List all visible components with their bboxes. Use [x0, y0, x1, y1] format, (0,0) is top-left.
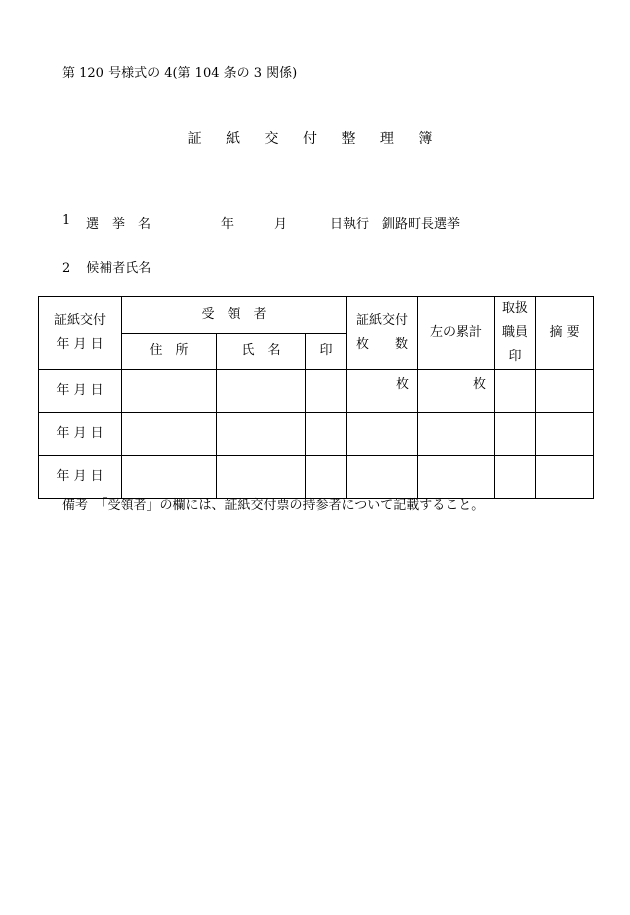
table-header-row — [39, 297, 594, 334]
issued-count-cell[interactable]: 枚 — [347, 370, 418, 413]
issued-count-header: 証紙交付 枚 数 — [347, 297, 418, 370]
issue-date-cell: 年 月 日 — [39, 456, 122, 499]
cumulative-cell[interactable]: 枚 — [418, 370, 495, 413]
staff-seal-cell[interactable] — [495, 456, 536, 499]
candidate-name-line — [62, 257, 151, 276]
seal-header: 印 — [306, 333, 347, 370]
cumulative-cell[interactable] — [418, 456, 495, 499]
execution-day-label: 日執行 — [330, 217, 370, 232]
staff-seal-header: 取扱 職員 印 — [495, 297, 536, 370]
name-header: 氏 名 — [217, 333, 306, 370]
name-cell[interactable] — [217, 456, 306, 499]
seal-cell[interactable] — [306, 413, 347, 456]
table-row — [39, 413, 594, 456]
issue-date-header: 証紙交付 年 月 日 — [39, 297, 122, 370]
seal-cell[interactable] — [306, 370, 347, 413]
issue-date-cell: 年 月 日 — [39, 413, 122, 456]
address-cell[interactable] — [122, 456, 217, 499]
table-row — [39, 456, 594, 499]
staff-seal-cell[interactable] — [495, 370, 536, 413]
cumulative-header: 左の累計 — [418, 297, 495, 370]
remarks-cell[interactable] — [536, 413, 594, 456]
address-cell[interactable] — [122, 413, 217, 456]
name-cell[interactable] — [217, 413, 306, 456]
candidate-label: 候補者氏名 — [86, 261, 152, 276]
staff-seal-cell[interactable] — [495, 413, 536, 456]
address-header: 住 所 — [122, 333, 217, 370]
cumulative-cell[interactable] — [418, 413, 495, 456]
remarks-cell[interactable] — [536, 456, 594, 499]
name-cell[interactable] — [217, 370, 306, 413]
table-row — [39, 370, 594, 413]
issue-date-cell: 年 月 日 — [39, 370, 122, 413]
remarks-cell[interactable] — [536, 370, 594, 413]
year-label: 年 — [221, 217, 235, 232]
address-cell[interactable] — [122, 370, 217, 413]
issued-count-cell[interactable] — [347, 456, 418, 499]
remarks-note: 備考 「受領者」の欄には、証紙交付票の持参者について記載すること。 — [62, 498, 485, 513]
election-label: 選 挙 名 — [86, 217, 152, 232]
stamp-issuance-ledger-table — [38, 296, 594, 499]
seal-cell[interactable] — [306, 456, 347, 499]
election-title: 釧路町長選挙 — [382, 217, 461, 232]
recipient-header: 受 領 者 — [122, 297, 347, 334]
document-title: 証 紙 交 付 整 理 簿 — [187, 131, 443, 147]
issued-count-cell[interactable] — [347, 413, 418, 456]
item-number: 2 — [62, 261, 71, 276]
month-label: 月 — [274, 217, 288, 232]
form-number: 第 120 号様式の 4(第 104 条の 3 関係) — [62, 66, 298, 81]
item-number: 1 — [62, 213, 71, 228]
remarks-header: 摘 要 — [536, 297, 594, 370]
